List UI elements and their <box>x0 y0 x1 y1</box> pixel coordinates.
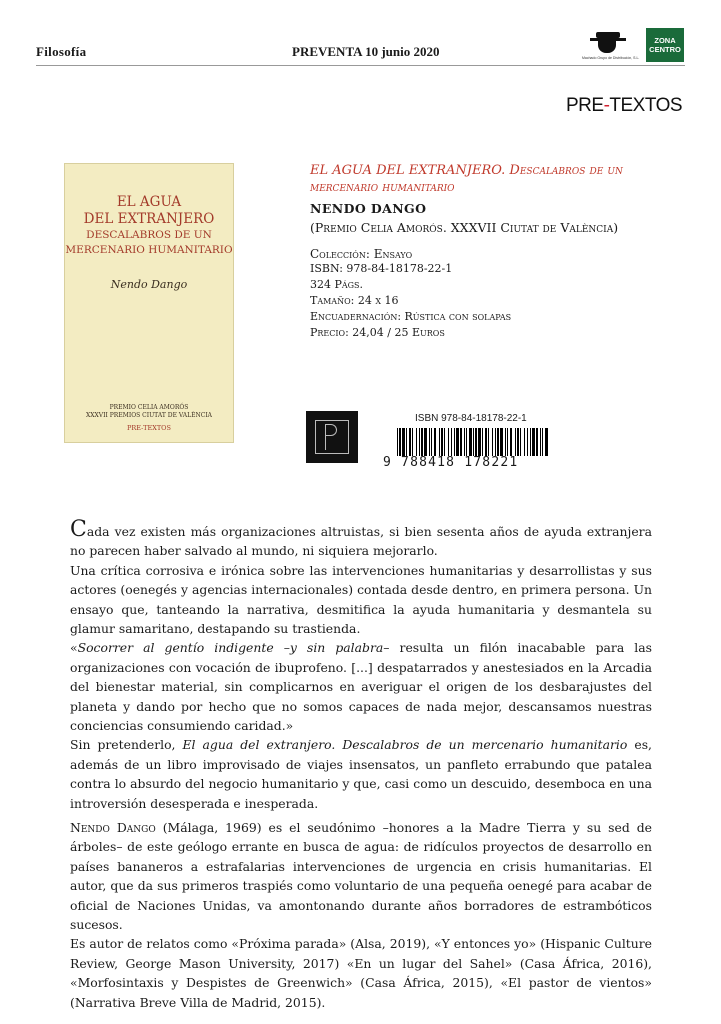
book-collection: Colección: Ensayo <box>310 247 413 261</box>
zona-centro-logo: ZONA CENTRO <box>646 28 684 62</box>
distributor-caption: Machado Grupo de Distribución, S.L. <box>582 56 640 60</box>
book-info <box>310 162 680 341</box>
book-author: NENDO DANGO <box>310 201 427 216</box>
cover-subtitle: DESCALABROS DE UN MERCENARIO HUMANITARIO <box>65 229 233 256</box>
author-bio <box>70 818 652 1012</box>
publisher-logo: PRE-TEXTOS <box>566 95 683 116</box>
book-price: Precio: 24,04 / 25 Euros <box>310 326 445 339</box>
book-isbn: ISBN: 978-84-18178-22-1 <box>310 262 453 275</box>
pretextos-mark-icon <box>306 411 358 463</box>
barcode-digits: 9 788418 178221 <box>383 455 519 470</box>
book-binding: Encuadernación: Rústica con solapas <box>310 310 512 323</box>
book-size: Tamaño: 24 x 16 <box>310 294 399 307</box>
bio-paragraph-1: Nendo Dango (Málaga, 1969) es el seudónimo –honores a la Madre Tierra y su sed de árboles– de este geólogo errante en busca de agua: de ridículos proyectos de desarrollo en países bananeros a estrafalarias intervenciones de urgencia en crisis humanitarias. El autor, que da sus primeros traspiés como voluntario de una pequeña oenegé para acabar de oficial de Naciones Unidas, va amontonando durante años borradores de estrambóticos sucesos. <box>70 820 653 933</box>
cover-title: EL AGUA DEL EXTRANJERO <box>83 194 215 227</box>
synopsis-paragraph-4: Sin pretenderlo, El agua del extranjero. Descalabros de un mercenario humanitario es, además de un libro improvisado de viajes insensatos, un panfleto errabundo que patalea contra lo absurdo del negocio humanitario y que, casi como un descuido, desemboca en una introversión desesperada e inesperada. <box>70 737 652 811</box>
cover-publisher: PRE-TEXTOS <box>127 424 171 432</box>
section-label: Filosofía <box>36 44 87 59</box>
presale-date: PREVENTA 10 junio 2020 <box>292 44 440 59</box>
synopsis <box>70 517 652 813</box>
bio-paragraph-2: Es autor de relatos como «Próxima parada» (Alsa, 2019), «Y entonces yo» (Hispanic Culture Review, George Mason University, 2017) «En un lugar del Sahel» (Casa África, 2016), «Morfosintaxis y Despistes de Greenwich» (Casa África, 2015), «El pastor de vientos» (Narrativa Breve Villa de Madrid, 2015). <box>70 936 652 1010</box>
distributor-logo <box>582 30 638 64</box>
book-prize: (Premio Celia Amorós. XXXVII Ciutat de València) <box>310 220 619 235</box>
barcode-isbn-label: ISBN 978-84-18178-22-1 <box>415 413 527 424</box>
book-pages: 324 Págs. <box>310 278 364 291</box>
book-cover <box>64 163 234 443</box>
header-divider <box>36 65 685 66</box>
book-title: EL AGUA DEL EXTRANJERO. Descalabros de un mercenario humanitario <box>310 163 623 195</box>
synopsis-paragraph-1: Cada vez existen más organizaciones altruistas, si bien sesenta años de ayuda extranjera no parecen haber salvado al mundo, ni siquiera mejorarlo. <box>70 517 652 559</box>
synopsis-paragraph-2: Una crítica corrosiva e irónica sobre las intervenciones humanitarias y desarrollistas y sus actores (oenegés y agencias internacionales) contada desde dentro, en primera persona. Un ensayo que, tanteando la narrativa, desmitifica la ayuda humanitaria y desmantela su glamur samaritano, destapando su trastienda. <box>70 562 652 637</box>
cover-prize: PREMIO CELIA AMORÓS XXXVII PREMIOS CIUTAT DE VALÈNCIA <box>85 404 213 419</box>
synopsis-paragraph-3: «Socorrer al gentío indigente –y sin palabra– resulta un filón inacabable para las organizaciones con vocación de ibuprofeno. [...] despatarrados y anestesiados en la Arcadia del bienestar material, sin complicarnos en averiguar el origen de los desbarajustes del planeta y dando por hecho que no somos capaces de nada mejor, descansamos nuestras conciencias consumiendo caridad.» <box>70 640 652 734</box>
cover-author: Nendo Dango <box>110 278 188 291</box>
